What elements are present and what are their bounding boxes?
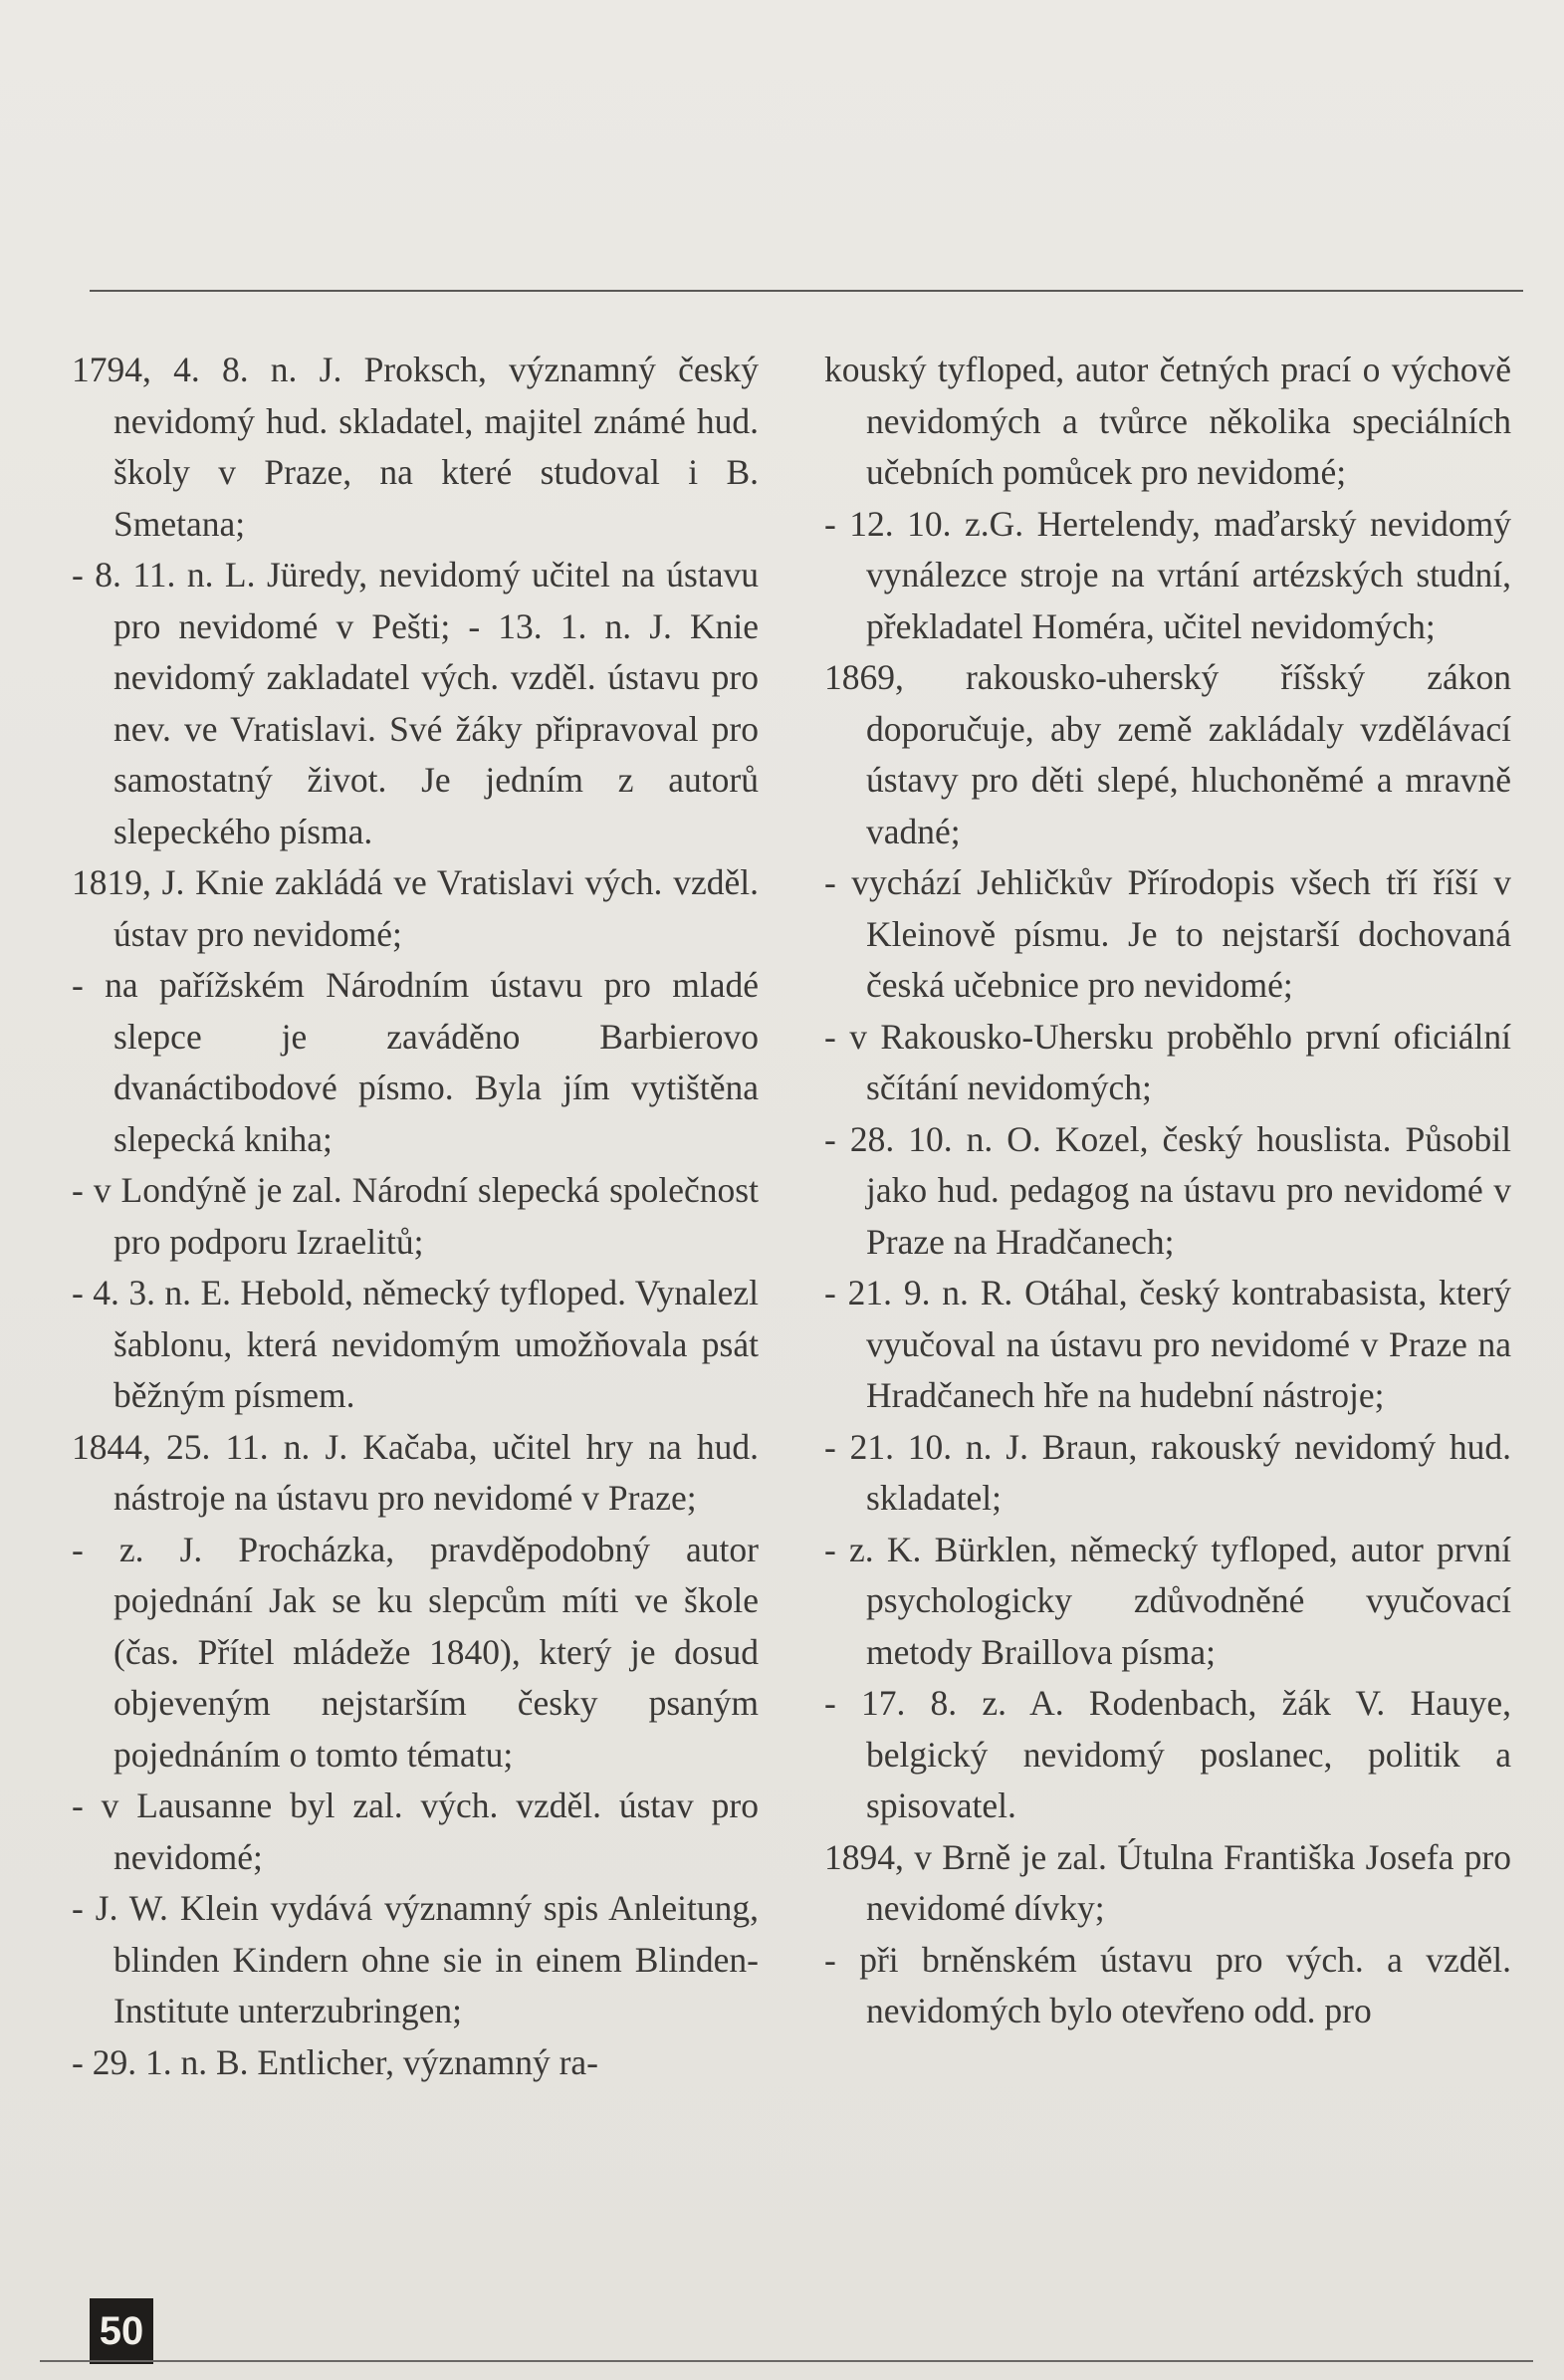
chronology-entry: - v Lausanne byl zal. vých. vzděl. ústav pro nevidomé;	[72, 1785, 759, 1877]
left-column	[72, 345, 759, 2088]
chronology-entry: - 28. 10. n. O. Kozel, český houslista. Působil jako hud. pedagog na ústavu pro nevidomé v Praze na Hradčanech;	[824, 1118, 1511, 1262]
chronology-entry: - 8. 11. n. L. Jüredy, nevidomý učitel na ústavu pro nevidomé v Pešti; - 13. 1. n. J. Knie nevidomý zakladatel vých. vzděl. ústavu pro nev. ve Vratislavi. Své žáky připravoval pro samostatný život. Je jedním z autorů slepeckého písma.	[72, 555, 759, 851]
bottom-rule	[40, 2360, 1533, 2362]
chronology-entry: - 12. 10. z.G. Hertelendy, maďarský nevidomý vynálezce stroje na vrtání artézských studní, překladatel Homéra, učitel nevidomých;	[824, 503, 1511, 646]
chronology-entry: - vychází Jehličkův Přírodopis všech tří říší v Kleinově písmu. Je to nejstarší dochovaná česká učebnice pro nevidomé;	[824, 862, 1511, 1005]
chronology-entry: - při brněnském ústavu pro vých. a vzděl. nevidomých bylo otevřeno odd. pro	[824, 1939, 1511, 2030]
chronology-entry: - J. W. Klein vydává významný spis Anleitung, blinden Kindern ohne sie in einem Blinden-Institute unterzubringen;	[72, 1888, 759, 2030]
chronology-entry: - 17. 8. z. A. Rodenbach, žák V. Hauye, belgický nevidomý poslanec, politik a spisovatel.	[824, 1683, 1511, 1825]
page-number: 50	[90, 2298, 153, 2364]
chronology-entry: 1869, rakousko-uherský říšský zákon doporučuje, aby země zakládaly vzdělávací ústavy pro děti slepé, hluchoněmé a mravně vadné;	[824, 657, 1511, 851]
chronology-entry: 1794, 4. 8. n. J. Proksch, významný český nevidomý hud. skladatel, majitel známé hud. školy v Praze, na které studoval i B. Smetana;	[72, 350, 759, 544]
chronology-entry: - 21. 10. n. J. Braun, rakouský nevidomý hud. skladatel;	[824, 1426, 1511, 1518]
right-column	[824, 345, 1511, 2037]
chronology-entry: - 4. 3. n. E. Hebold, německý tyfloped. Vynalezl šablonu, která nevidomým umožňovala psát běžným písmem.	[72, 1273, 759, 1415]
chronology-entry: - v Londýně je zal. Národní slepecká společnost pro podporu Izraelitů;	[72, 1170, 759, 1262]
chronology-entry: kouský tyfloped, autor četných prací o výchově nevidomých a tvůrce několika speciálních učebních pomůcek pro nevidomé;	[824, 350, 1511, 492]
chronology-entry: 1819, J. Knie zakládá ve Vratislavi vých. vzděl. ústav pro nevidomé;	[72, 862, 759, 954]
chronology-entry: 1844, 25. 11. n. J. Kačaba, učitel hry na hud. nástroje na ústavu pro nevidomé v Praze;	[72, 1426, 759, 1518]
chronology-entry: - na pařížském Národním ústavu pro mladé slepce je zaváděno Barbierovo dvanáctibodové písmo. Byla jím vytištěna slepecká kniha;	[72, 965, 759, 1159]
chronology-entry: - z. K. Bürklen, německý tyfloped, autor první psychologicky zdůvodněné vyučovací metody Braillova písma;	[824, 1529, 1511, 1672]
chronology-entry: - 29. 1. n. B. Entlicher, významný ra-	[72, 2041, 598, 2082]
chronology-entry: - z. J. Procházka, pravděpodobný autor pojednání Jak se ku slepcům míti ve škole (čas. Přítel mládeže 1840), který je dosud objeveným nejstarším česky psaným pojednáním o tomto tématu;	[72, 1529, 759, 1775]
chronology-entry: - v Rakousko-Uhersku proběhlo první oficiální sčítání nevidomých;	[824, 1016, 1511, 1107]
top-rule	[90, 290, 1523, 292]
chronology-entry: - 21. 9. n. R. Otáhal, český kontrabasista, který vyučoval na ústavu pro nevidomé v Praze na Hradčanech hře na hudební nástroje;	[824, 1273, 1511, 1415]
chronology-entry: 1894, v Brně je zal. Útulna Františka Josefa pro nevidomé dívky;	[824, 1836, 1511, 1928]
